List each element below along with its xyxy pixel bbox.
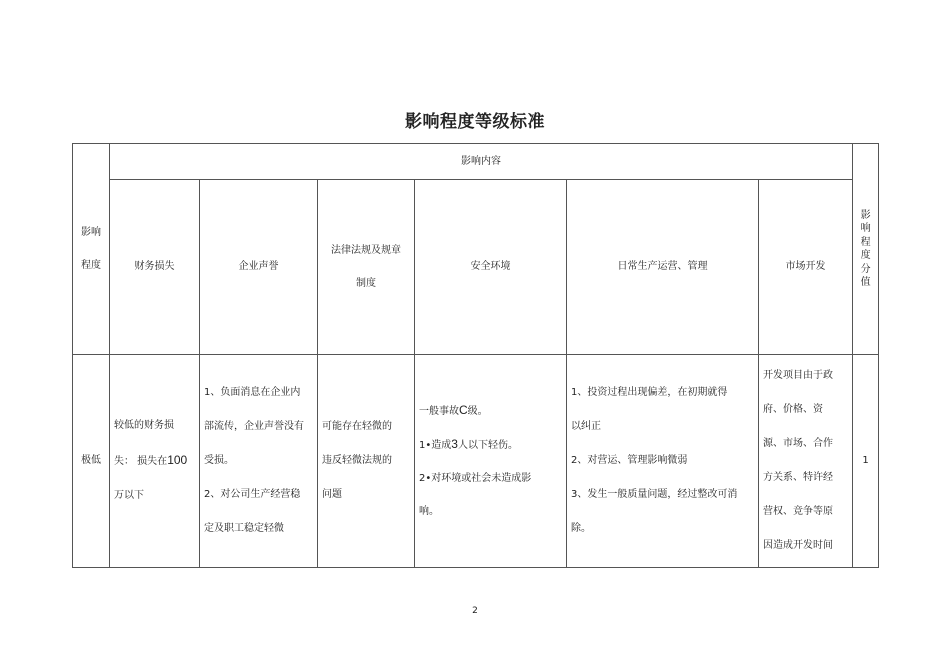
col-header-safety: 安全环境 — [415, 180, 567, 355]
score-header-char: 度 — [860, 250, 871, 261]
cell-line: 以纠正 — [571, 421, 601, 432]
score-header-char: 分 — [860, 263, 871, 275]
cell-line: 开发项目由于政 — [763, 370, 833, 381]
market-cell — [759, 355, 853, 568]
law-cell — [318, 355, 415, 568]
cell-line: 2•对环境或社会未造成影 — [419, 473, 532, 484]
score-cell: 1 — [853, 355, 879, 568]
cell-text-part: 级。 — [467, 406, 488, 417]
group-header: 影响内容 — [110, 144, 853, 180]
cell-line: 较低的财务损 — [114, 420, 174, 431]
cell-line: 除。 — [571, 523, 591, 534]
cell-line: 营权、竞争等原 — [763, 506, 833, 517]
document-title: 影响程度等级标准 — [405, 112, 545, 132]
cell-line: 1、负面消息在企业内 — [204, 387, 301, 398]
row-header-cell — [73, 144, 110, 355]
col-header-law-line2: 制度 — [356, 278, 376, 289]
cell-text-part: 1•造成 — [419, 440, 452, 451]
cell-line: 违反轻微法规的 — [322, 455, 392, 466]
cell-text-part: 失： 损失在 — [114, 456, 168, 467]
cell-line: 因造成开发时间 — [763, 540, 833, 551]
cell-line: 万以下 — [114, 490, 144, 501]
cell-line — [419, 394, 562, 428]
col-header-reputation: 企业声誉 — [200, 180, 318, 355]
col-header-finance: 财务损失 — [110, 180, 200, 355]
cell-line: 1、投资过程出现偏差，在初期就得 — [571, 387, 728, 398]
col-header-law — [318, 180, 415, 355]
page-number: 2 — [472, 606, 478, 616]
cell-line: 府、价格、资 — [763, 404, 823, 415]
cell-line: 方关系、特许经 — [763, 472, 833, 483]
score-header-char: 响 — [860, 223, 871, 234]
cell-line: 问题 — [322, 489, 342, 500]
cell-line: 受损。 — [204, 455, 234, 466]
cell-line: 定及职工稳定轻微 — [204, 523, 284, 534]
cell-number: 100 — [167, 453, 188, 467]
col-header-law-line1: 法律法规及规章 — [331, 245, 401, 256]
score-header-char: 程 — [860, 236, 871, 248]
cell-number: 3 — [451, 437, 458, 451]
cell-text-part: 人以下轻伤。 — [457, 440, 518, 451]
finance-cell — [110, 355, 200, 568]
reputation-cell — [200, 355, 318, 568]
cell-line: 3、发生一般质量问题，经过整改可消 — [571, 489, 738, 500]
score-header-char: 影 — [860, 209, 871, 221]
cell-text-part: 一般事故 — [419, 406, 459, 417]
cell-line: 部流传，企业声誉没有 — [204, 421, 304, 432]
col-header-operations: 日常生产运营、管理 — [567, 180, 759, 355]
cell-line: 可能存在轻微的 — [322, 421, 392, 432]
operations-cell — [567, 355, 759, 568]
row-header-line2: 程度 — [81, 260, 101, 271]
table-row — [73, 355, 879, 568]
score-header-cell — [853, 144, 879, 355]
cell-line: 2、对公司生产经营稳 — [204, 489, 301, 500]
row-header-line1: 影响 — [81, 227, 101, 238]
score-header-char: 值 — [860, 277, 871, 288]
cell-line: 源、市场、合作 — [763, 438, 833, 449]
cell-letter: C — [459, 403, 468, 417]
cell-line — [419, 428, 562, 462]
impact-level-table — [72, 143, 879, 568]
col-header-market: 市场开发 — [759, 180, 853, 355]
safety-cell — [415, 355, 567, 568]
cell-line: 2、对营运、管理影响微弱 — [571, 455, 688, 466]
cell-line — [114, 443, 195, 479]
level-cell: 极低 — [73, 355, 110, 568]
cell-line: 响。 — [419, 506, 439, 517]
